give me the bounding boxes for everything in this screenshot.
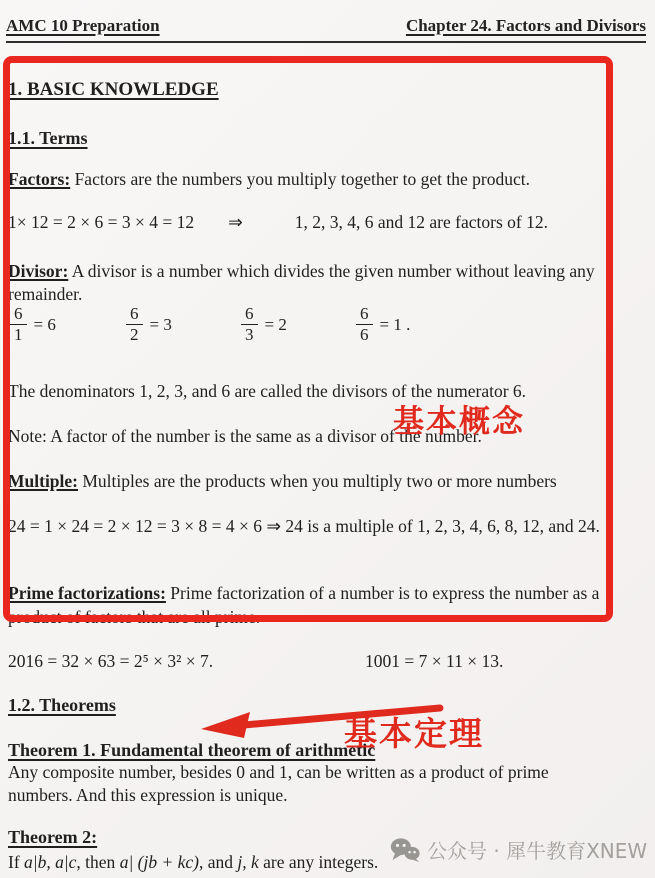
theorem1-body: Any composite number, besides 0 and 1, can be written as a product of prime numbers. And this expression is unique. — [8, 762, 549, 805]
annotation-concept-label: 基本概念 — [393, 404, 525, 440]
definition-factors: Factors are the numbers you multiply together to get the product. — [74, 169, 530, 189]
factorization-examples — [8, 650, 650, 673]
fraction-example-3: $\frac{6}{3}$ = 2 — [241, 304, 287, 345]
paragraph-divisor — [8, 260, 650, 306]
watermark — [390, 835, 647, 864]
definition-multiple: Multiples are the products when you multiply two or more numbers — [82, 471, 557, 491]
fraction-example-1: $\frac{6}{1}$ = 6 — [10, 304, 56, 345]
paragraph-prime-factorizations — [8, 581, 650, 629]
equation-factors — [8, 211, 650, 234]
watermark-text: 公众号 · 犀牛教育XNEW — [427, 839, 648, 863]
fraction-example-2: $\frac{6}{2}$ = 3 — [126, 304, 172, 345]
fraction: $\frac{6}{1}$ — [10, 304, 27, 345]
equation-factors-left: 1× 12 = 2 × 6 = 3 × 4 = 12 — [8, 212, 195, 232]
term-divisor: Divisor: — [8, 261, 69, 281]
definition-prime-factorizations: Prime factorization of a number is to express the number as a product of factors that are all prime. — [8, 583, 600, 627]
term-prime-factorizations: Prime factorizations: — [8, 583, 166, 603]
example-1001: 1001 = 7 × 11 × 13. — [365, 651, 504, 671]
paragraph-note: Note: A factor of the number is the same as a divisor of the number. — [8, 426, 482, 446]
annotation-theorem-label: 基本定理 — [344, 714, 484, 753]
equation-factors-result: 1, 2, 3, 4, 6 and 12 are factors of 12. — [294, 212, 548, 232]
paragraph-factors — [8, 168, 650, 191]
paragraph-denominators: The denominators 1, 2, 3, and 6 are called the divisors of the numerator 6. — [8, 381, 527, 401]
paragraph-multiple — [8, 470, 655, 493]
subsection-heading-terms: 1.1. Terms — [8, 128, 88, 148]
fraction: $\frac{6}{3}$ — [241, 304, 258, 345]
example-2016: 2016 = 32 × 63 = 2⁵ × 3² × 7. — [8, 651, 214, 671]
fraction: $\frac{6}{6}$ — [356, 304, 373, 345]
section-heading-basic-knowledge: 1. BASIC KNOWLEDGE — [8, 79, 219, 100]
wechat-icon — [390, 837, 420, 863]
theorem1-title: Theorem 1. Fundamental theorem of arithmetic — [8, 740, 376, 760]
chapter-title: Chapter 24. Factors and Divisors — [405, 16, 646, 35]
fraction-example-4: $\frac{6}{6}$ = 1 . — [356, 304, 410, 345]
term-multiple: Multiple: — [8, 471, 78, 491]
theorem2-title: Theorem 2: — [8, 827, 98, 847]
theorem2-body: If a|b, a|c, then a| (jb + kc), and j, k are any integers. — [8, 852, 379, 872]
term-factors: Factors: — [8, 169, 71, 189]
subsection-heading-theorems: 1.2. Theorems — [8, 695, 116, 715]
course-title: AMC 10 Preparation — [6, 16, 160, 35]
page-header — [6, 16, 646, 43]
definition-divisor: A divisor is a number which divides the given number without leaving any remainder. — [8, 261, 595, 304]
fraction: $\frac{6}{2}$ — [126, 304, 143, 345]
implies-symbol: ⇒ — [228, 212, 243, 232]
equation-multiple: 24 = 1 × 24 = 2 × 12 = 3 × 8 = 4 × 6 ⇒ 24 is a multiple of 1, 2, 3, 4, 6, 8, 12, and 24. — [8, 516, 600, 536]
